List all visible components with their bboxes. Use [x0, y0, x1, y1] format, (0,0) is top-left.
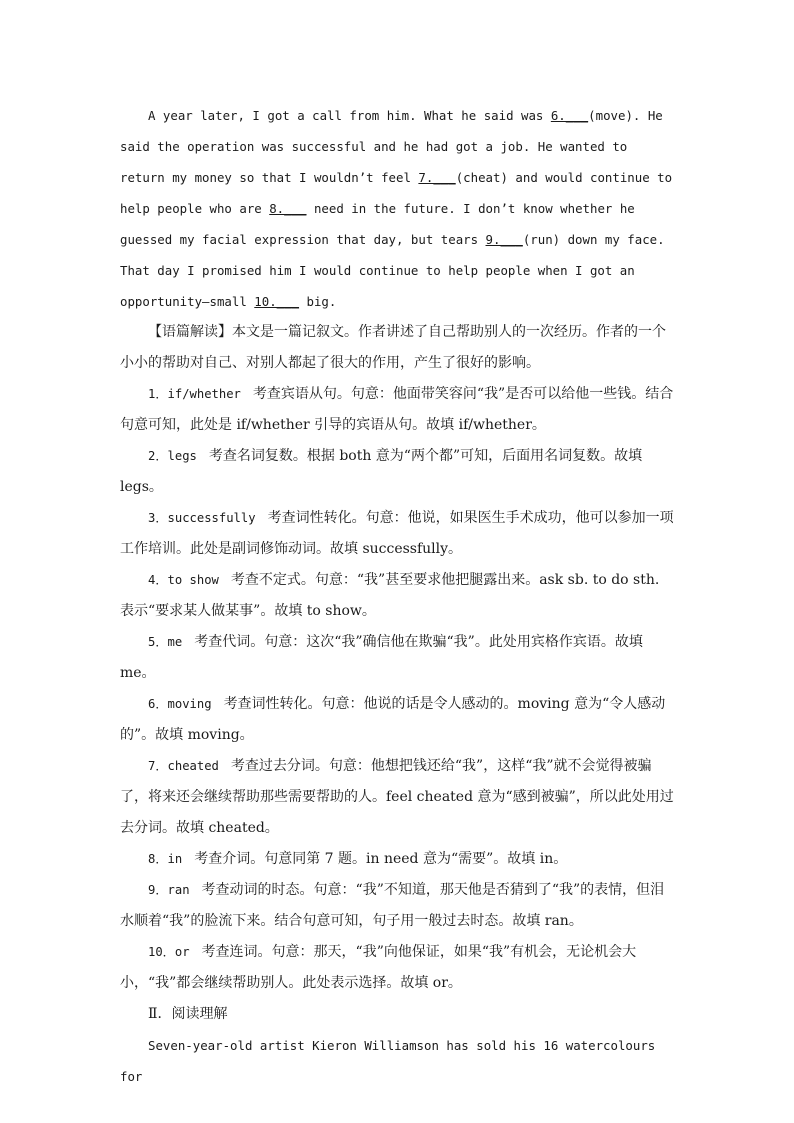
passage-analysis: 【语篇解读】本文是一篇记叙文。作者讲述了自己帮助别人的一次经历。作者的一个小小的帮助对自己、对别人都起了很大的作用，产生了很好的影响。	[120, 324, 666, 371]
cloze-passage: A year later, I got a call from him. What he said was 6.___(move). He said the operation was successful and he had got a job. He wanted to return my money so that I wouldn’t feel 7.___(cheat) and would continue to help people who are 8.___ need in the future. I don’t know whether he guessed my facial expression that day, but tears 9.___(run) down my face. That day I promised him I would continue to help people when I got an opportunity—small 10.___ big.	[120, 108, 673, 309]
answer-5: 5．me 考查代词。句意：这次“我”确信他在欺骗“我”。此处用宾格作宾语。故填 me。	[120, 634, 643, 681]
answer-3: 3．successfully 考查词性转化。句意：他说，如果医生手术成功，他可以参加一项工作培训。此处是副词修饰动词。故填 successfully。	[120, 510, 674, 557]
answer-4: 4．to show 考查不定式。句意：“我”甚至要求他把腿露出来。ask sb. to do sth. 表示“要求某人做某事”。故填 to show。	[120, 572, 660, 619]
blank-6: 6.___	[550, 108, 589, 123]
reading-passage-start: Seven-year-old artist Kieron Williamson has sold his 16 watercolours for	[120, 1038, 656, 1084]
blank-9: 9.___	[485, 232, 523, 247]
answer-10: 10．or 考查连词。句意：那天，“我”向他保证，如果“我”有机会，无论机会大小，“我”都会继续帮助别人。此处表示选择。故填 or。	[120, 944, 637, 991]
answer-8: 8．in 考查介词。句意同第 7 题。in need 意为“需要”。故填 in。	[148, 851, 568, 867]
answer-2: 2．legs 考查名词复数。根据 both 意为“两个都”可知，后面用名词复数。故填 legs。	[120, 448, 643, 495]
blank-7: 7.___	[418, 170, 456, 185]
answer-6: 6．moving 考查词性转化。句意：他说的话是令人感动的。moving 意为“令人感动的”。故填 moving。	[120, 696, 666, 743]
blank-8: 8.___	[269, 201, 307, 216]
answer-7: 7．cheated 考查过去分词。句意：他想把钱还给“我”，这样“我”就不会觉得被骗了，将来还会继续帮助那些需要帮助的人。feel cheated 意为“感到被骗”，所以此处用过去分词。故填 cheated。	[120, 758, 674, 836]
answer-1: 1．if/whether 考查宾语从句。句意：他面带笑容问“我”是否可以给他一些钱。结合句意可知，此处是 if/whether 引导的宾语从句。故填 if/whether。	[120, 386, 674, 433]
document-page	[120, 100, 676, 1092]
blank-10: 10.___	[254, 294, 300, 309]
section-heading: Ⅱ．阅读理解	[148, 1006, 228, 1022]
answer-9: 9．ran 考查动词的时态。句意：“我”不知道，那天他是否猜到了“我”的表情，但泪水顺着“我”的脸流下来。结合句意可知，句子用一般过去时态。故填 ran。	[120, 882, 665, 929]
